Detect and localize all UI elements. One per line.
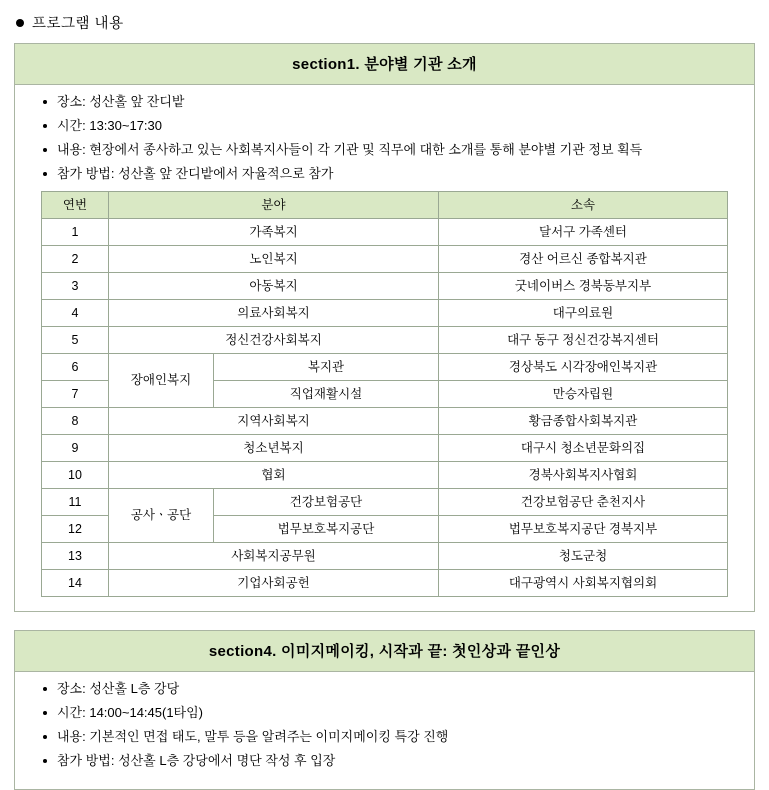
cell-org: 대구광역시 사회복지협의회 — [439, 570, 728, 597]
cell-no: 14 — [42, 570, 109, 597]
column-header-no: 연번 — [42, 192, 109, 219]
table-row — [42, 354, 728, 381]
table-row — [42, 462, 728, 489]
cell-field: 아동복지 — [109, 273, 439, 300]
cell-group: 장애인복지 — [109, 354, 214, 408]
section-card-4 — [14, 630, 755, 789]
list-item: 시간: 13:30~17:30 — [41, 117, 744, 136]
cell-org: 달서구 가족센터 — [439, 219, 728, 246]
cell-org: 청도군청 — [439, 543, 728, 570]
cell-org: 대구의료원 — [439, 300, 728, 327]
agency-table-body — [42, 219, 728, 597]
table-header-row — [42, 192, 728, 219]
cell-no: 13 — [42, 543, 109, 570]
list-item: 장소: 성산홀 앞 잔디밭 — [41, 93, 744, 112]
cell-org: 만승자립원 — [439, 381, 728, 408]
info-list-1 — [25, 93, 744, 183]
table-row — [42, 327, 728, 354]
cell-org: 경산 어르신 종합복지관 — [439, 246, 728, 273]
cell-field: 직업재활시설 — [214, 381, 439, 408]
cell-no: 4 — [42, 300, 109, 327]
cell-org: 대구 동구 정신건강복지센터 — [439, 327, 728, 354]
column-header-org: 소속 — [439, 192, 728, 219]
table-row — [42, 219, 728, 246]
agency-table — [41, 191, 728, 597]
cell-field: 의료사회복지 — [109, 300, 439, 327]
cell-field: 노인복지 — [109, 246, 439, 273]
cell-org: 건강보험공단 춘천지사 — [439, 489, 728, 516]
cell-no: 6 — [42, 354, 109, 381]
cell-org: 대구시 청소년문화의집 — [439, 435, 728, 462]
cell-no: 5 — [42, 327, 109, 354]
cell-field: 지역사회복지 — [109, 408, 439, 435]
table-row — [42, 570, 728, 597]
table-row — [42, 273, 728, 300]
cell-field: 기업사회공헌 — [109, 570, 439, 597]
cell-no: 8 — [42, 408, 109, 435]
cell-field: 가족복지 — [109, 219, 439, 246]
cell-no: 9 — [42, 435, 109, 462]
cell-field: 청소년복지 — [109, 435, 439, 462]
cell-no: 3 — [42, 273, 109, 300]
section-body-4 — [15, 672, 754, 788]
cell-field: 정신건강사회복지 — [109, 327, 439, 354]
table-row — [42, 246, 728, 273]
cell-no: 12 — [42, 516, 109, 543]
section-body-1 — [15, 85, 754, 611]
cell-field: 건강보험공단 — [214, 489, 439, 516]
section-title-4: section4. 이미지메이킹, 시작과 끝: 첫인상과 끝인상 — [15, 631, 754, 672]
list-item: 내용: 현장에서 종사하고 있는 사회복지사들이 각 기관 및 직무에 대한 소개를 통해 분야별 기관 정보 획득 — [41, 141, 744, 160]
table-row — [42, 300, 728, 327]
section-title-1: section1. 분야별 기관 소개 — [15, 44, 754, 85]
cell-org: 경상북도 시각장애인복지관 — [439, 354, 728, 381]
table-row — [42, 489, 728, 516]
cell-no: 11 — [42, 489, 109, 516]
cell-no: 10 — [42, 462, 109, 489]
cell-no: 2 — [42, 246, 109, 273]
info-list-4 — [25, 680, 744, 770]
list-item: 참가 방법: 성산홀 앞 잔디밭에서 자율적으로 참가 — [41, 165, 744, 184]
column-header-field: 분야 — [109, 192, 439, 219]
page-title — [16, 12, 755, 33]
list-item: 장소: 성산홀 L층 강당 — [41, 680, 744, 699]
list-item: 시간: 14:00~14:45(1타임) — [41, 704, 744, 723]
page-title-text: 프로그램 내용 — [32, 16, 124, 32]
table-row — [42, 408, 728, 435]
cell-org: 굿네이버스 경북동부지부 — [439, 273, 728, 300]
agency-table-head — [42, 192, 728, 219]
cell-org: 법무보호복지공단 경북지부 — [439, 516, 728, 543]
cell-field: 협회 — [109, 462, 439, 489]
list-item: 참가 방법: 성산홀 L층 강당에서 명단 작성 후 입장 — [41, 752, 744, 771]
table-row — [42, 543, 728, 570]
cell-group: 공사ㆍ공단 — [109, 489, 214, 543]
table-row — [42, 435, 728, 462]
cell-field: 법무보호복지공단 — [214, 516, 439, 543]
cell-org: 경북사회복지사협회 — [439, 462, 728, 489]
cell-no: 7 — [42, 381, 109, 408]
cell-no: 1 — [42, 219, 109, 246]
bullet-icon — [16, 19, 24, 27]
list-item: 내용: 기본적인 면접 태도, 말투 등을 알려주는 이미지메이킹 특강 진행 — [41, 728, 744, 747]
cell-field: 복지관 — [214, 354, 439, 381]
cell-field: 사회복지공무원 — [109, 543, 439, 570]
section-card-1 — [14, 43, 755, 612]
cell-org: 황금종합사회복지관 — [439, 408, 728, 435]
